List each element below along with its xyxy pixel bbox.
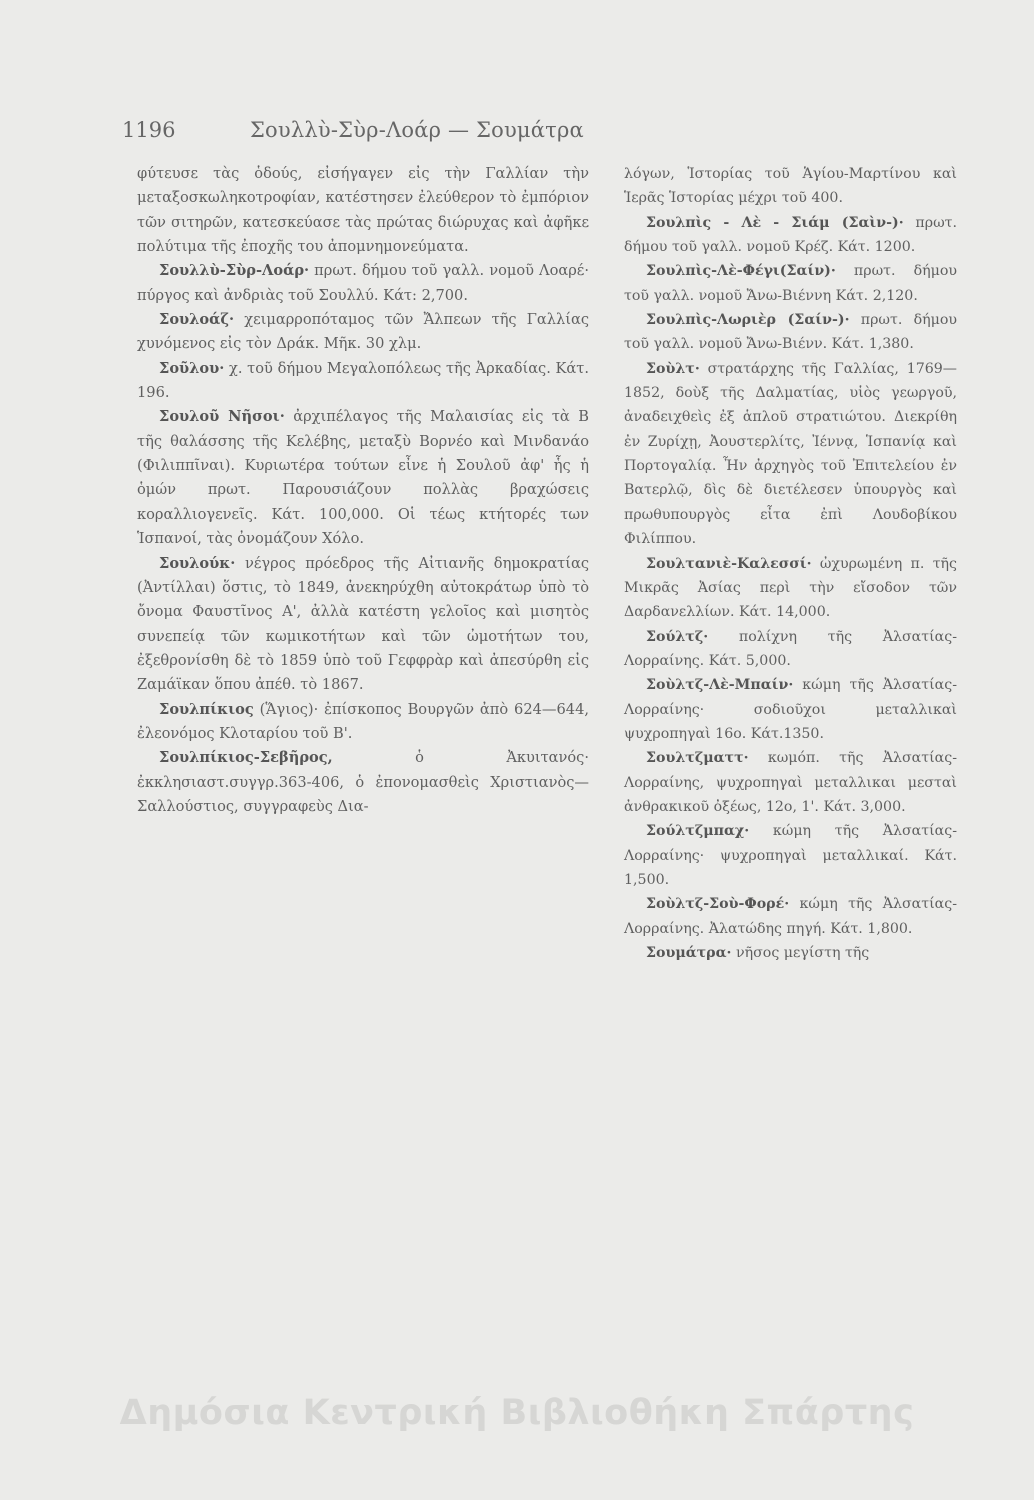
- entry-headword: Σοὺλτζ-Λὲ-Μπαίν·: [646, 677, 794, 694]
- library-watermark: Δημόσια Κεντρική Βιβλιοθήκη Σπάρτης: [119, 1393, 915, 1433]
- entry-headword: Σουμάτρα·: [646, 945, 732, 961]
- entry-headword: Σοῦλου·: [159, 359, 225, 377]
- entry-continuation: [137, 162, 589, 259]
- dictionary-entry: [624, 941, 957, 965]
- entry-text: νέγρος πρόεδρος τῆς Αἰτιανῆς δημοκρατίας (Ἀντίλλαι) ὅστις, τὸ 1849, ἀνεκηρύχθη αὐτοκράτωρ ὑπὸ τὸ ὄνομα Φαυστῖνος Α', ἀλλὰ κατέστη γελοῖος καὶ μισητὸς συνεπείᾳ τῶν κωμικοτήτων καὶ τῶν ὠμοτήτων του, ἐξεθρονίσθη δὲ τὸ 1859 ὑπὸ τοῦ Γεφφρὰρ καὶ ἀπεσύρθη εἰς Ζαμάϊκαν ὅπου ἀπέθ. τὸ 1867.: [137, 554, 589, 694]
- entry-headword: Σουλτανιὲ-Καλεσσί·: [646, 555, 812, 572]
- entry-text: (Ἅγιος)· ἐπίσκοπος Βουργῶν ἀπὸ 624—644, ἐλεονόμος Κλοταρίου τοῦ Β'.: [137, 700, 589, 742]
- dictionary-entry: [624, 357, 957, 552]
- dictionary-entry: [137, 405, 589, 551]
- entry-text: πολίχνη τῆς Ἀλσατίας-Λορραίνης. Κάτ. 5,000.: [624, 628, 957, 669]
- running-title: Σουλλὺ-Σὺρ-Λοάρ — Σουμάτρα: [250, 118, 584, 142]
- entry-headword: Σουλτζματτ·: [646, 750, 749, 767]
- entry-text: ὠχυρωμένη π. τῆς Μικρᾶς Ἀσίας περὶ τὴν εἴσοδον τῶν Δαρδανελλίων. Κάτ. 14,000.: [624, 555, 957, 621]
- entry-headword: Σοὺλτζ-Σοὺ-Φορέ·: [646, 896, 790, 913]
- dictionary-entry: [624, 552, 957, 625]
- dictionary-entry: [137, 357, 589, 406]
- entry-text: κωμόπ. τῆς Ἀλσατίας-Λορραίνης, ψυχροπηγαὶ μεταλλικαι μεσταὶ ἀνθρακικοῦ ὀξέως, 12ο, 1'. Κάτ. 3,000.: [624, 750, 957, 815]
- entry-text: κώμη τῆς Ἀλσατίας-Λορραίνης. Ἀλατώδης πηγή. Κάτ. 1,800.: [624, 896, 957, 937]
- dictionary-entry: [624, 892, 957, 941]
- entry-headword: Σουλπὶς - Λὲ - Σιάμ (Σαὶν-)·: [646, 214, 904, 231]
- dictionary-entry: [624, 673, 957, 746]
- dictionary-entry: [137, 308, 589, 357]
- entry-headword: Σουλπὶς-Λωριὲρ (Σαίν-)·: [646, 312, 850, 329]
- entry-text: χειμαρροπόταμος τῶν Ἄλπεων τῆς Γαλλίας χυνόμενος εἰς τὸν Δράκ. Μῆκ. 30 χλμ.: [137, 311, 589, 353]
- entry-text: πρωτ. δήμου τοῦ γαλλ. νομοῦ Κρέζ. Κάτ. 1200.: [624, 214, 957, 256]
- dictionary-entry: [137, 698, 589, 747]
- entry-text: χ. τοῦ δήμου Μεγαλοπόλεως τῆς Ἀρκαδίας. Κάτ. 196.: [137, 359, 589, 402]
- right-column: [624, 162, 957, 965]
- dictionary-entry: [137, 746, 589, 819]
- entry-headword: Σούλτζ·: [646, 628, 709, 645]
- dictionary-entry: [624, 625, 957, 674]
- dictionary-entry: [137, 552, 589, 698]
- entry-text: στρατάρχης τῆς Γαλλίας, 1769—1852, δοὺξ τῆς Δαλματίας, υἱὸς γεωργοῦ, ἀναδειχθεὶς ἐξ ἁπλοῦ στρατιώτου. Διεκρίθη ἐν Ζυρίχῃ, Ἀουστερλίτς, Ἰέννᾳ, Ἱσπανίᾳ καὶ Πορτογαλίᾳ. Ἦν ἀρχηγὸς τοῦ Ἐπιτελείου ἐν Βατερλῷ, δὶς δὲ διετέλεσεν ὑπουργὸς καὶ πρωθυπουργὸς εἶτα ἐπὶ Λουδοβίκου Φιλίππου.: [624, 360, 957, 548]
- dictionary-entry: [624, 819, 957, 892]
- entry-text: πρωτ. δήμου τοῦ γαλλ. νομοῦ Ἄνω-Βιένν. Κάτ. 1,380.: [624, 312, 957, 353]
- entry-text: πρωτ. δήμου τοῦ γαλλ. νομοῦ Ἄνω-Βιέννη Κάτ. 2,120.: [624, 263, 957, 304]
- entry-headword: Σουλπίκιος-Σεβῆρος,: [159, 749, 333, 767]
- dictionary-entry: [137, 259, 589, 308]
- entry-headword: Σουλπίκιος: [159, 700, 254, 718]
- entry-text: πρωτ. δήμου τοῦ γαλλ. νομοῦ Λοαρέ· πύργος καὶ ἀνδριὰς τοῦ Σουλλύ. Κάτ: 2,700.: [137, 262, 589, 304]
- entry-headword: Σουλοάζ·: [159, 311, 235, 329]
- entry-text: φύτευσε τὰς ὁδούς, εἰσήγαγεν εἰς τὴν Γαλλίαν τὴν μεταξοσκωληκοτροφίαν, κατέστησεν ἐλεύθερον τὸ ἐμπόριον τῶν σιτηρῶν, κατεσκεύασε τὰς πρώτας διώρυχας καὶ ἀφῆκε πολύτιμα τῆς ἐποχῆς του ἀπομνημονεύματα.: [137, 165, 589, 256]
- entry-continuation: [624, 162, 957, 211]
- entry-text: νῆσος μεγίστη τῆς: [731, 945, 870, 961]
- entry-headword: Σουλπὶς-Λὲ-Φέγι(Σαίν)·: [646, 263, 836, 280]
- entry-headword: Σουλοῦ Νῆσοι·: [159, 408, 285, 426]
- entry-headword: Σουλλὺ-Σὺρ-Λοάρ·: [159, 262, 310, 280]
- entry-text: κώμη τῆς Ἀλσατίας-Λορραίνης· σοδιοῦχοι μεταλλικαὶ ψυχροπηγαὶ 16ο. Κάτ.1350.: [624, 677, 957, 742]
- entry-text: λόγων, Ἱστορίας τοῦ Ἁγίου-Μαρτίνου καὶ Ἱερᾶς Ἱστορίας μέχρι τοῦ 400.: [624, 166, 957, 207]
- entry-headword: Σούλτζμπαχ·: [646, 823, 750, 840]
- dictionary-entry: [624, 211, 957, 260]
- entry-headword: Σοὺλτ·: [646, 360, 700, 377]
- page-number: 1196: [122, 118, 176, 142]
- entry-text: ἀρχιπέλαγος τῆς Μαλαισίας εἰς τὰ Β τῆς θαλάσσης τῆς Κελέβης, μεταξὺ Βορνέο καὶ Μινδανάο (Φιλιππῖναι). Κυριωτέρα τούτων εἶνε ἡ Σουλοῦ ἀφ' ἧς ἡ ὁμών πρωτ. Παρουσιάζουν πολλὰς βραχώσεις κοραλλιογενεῖς. Κάτ. 100,000. Οἱ τέως κτήτορές των Ἱσπανοί, τὰς ὀνομάζουν Χόλο.: [137, 408, 589, 548]
- entry-headword: Σουλούκ·: [159, 554, 236, 572]
- dictionary-entry: [624, 746, 957, 819]
- dictionary-entry: [624, 308, 957, 357]
- entry-text: κώμη τῆς Ἀλσατίας-Λορραίνης· ψυχροπηγαὶ μεταλλικαί. Κάτ. 1,500.: [624, 823, 957, 888]
- left-column: [137, 162, 589, 819]
- entry-text: ὁ Ἀκυιτανός· ἐκκλησιαστ.συγγρ.363-406, ὁ ἐπονομασθεὶς Χριστιανὸς— Σαλλούστιος, συγγραφεὺς Δια-: [137, 749, 589, 815]
- dictionary-entry: [624, 259, 957, 308]
